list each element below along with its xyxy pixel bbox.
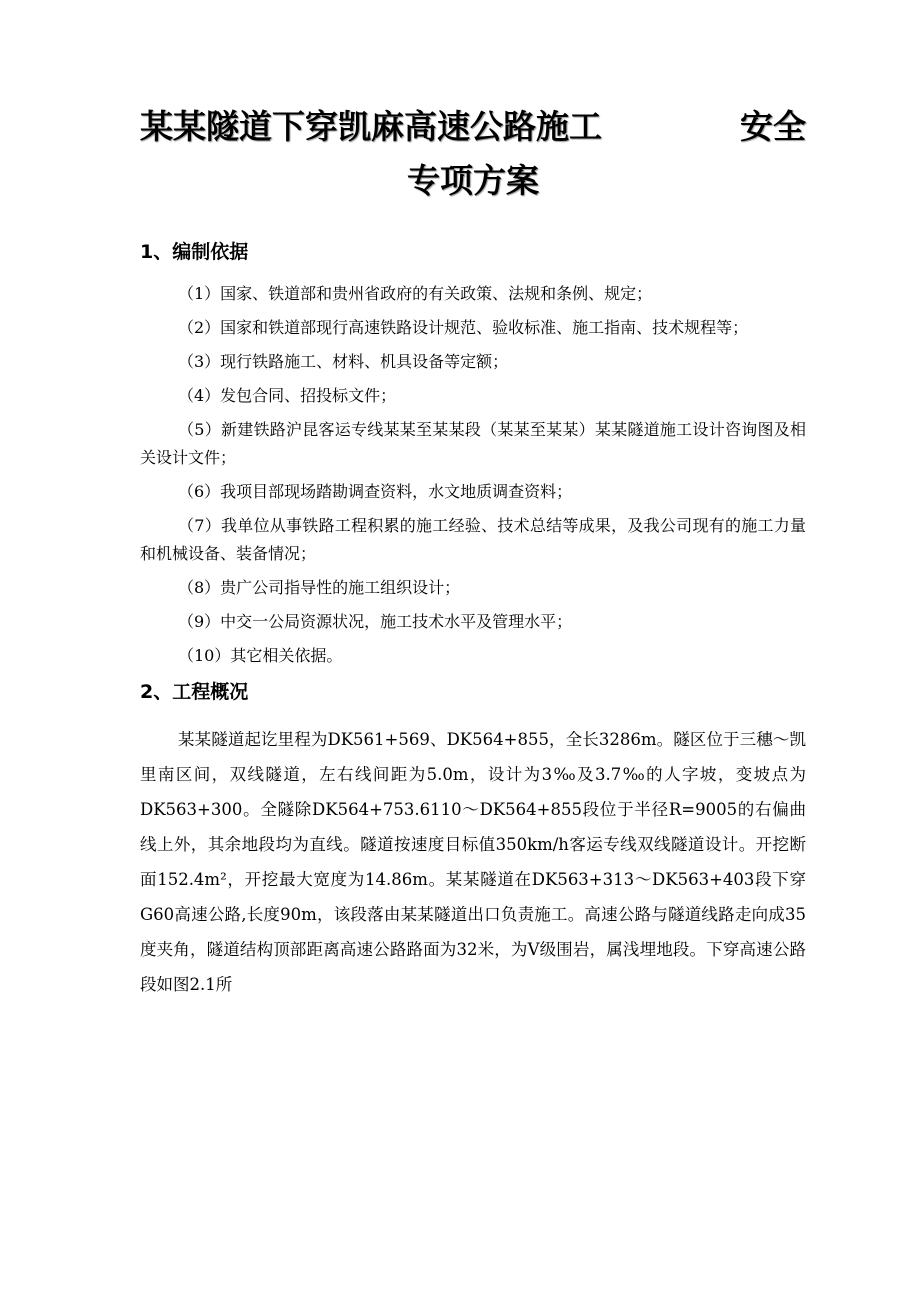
basis-item: （6）我项目部现场踏勘调查资料，水文地质调查资料； — [178, 482, 573, 501]
basis-item: （10）其它相关依据。 — [178, 646, 343, 665]
basis-list — [140, 280, 806, 670]
document-page — [140, 100, 806, 1002]
project-overview-paragraph: 某某隧道起讫里程为DK561+569、DK564+855，全长3286m。隧区位于三穗～凯里南区间，双线隧道，左右线间距为5.0m，设计为3‰及3.7‰的人字坡，变坡点为DK563+300。全隧除DK564+753.6110～DK564+855段位于半径R=9005的右偏曲线上外，其余地段均为直线。隧道按速度目标值350km/h客运专线双线隧道设计。开挖断面152.4m²，开挖最大宽度为14.86m。某某隧道在DK563+313～DK563+403段下穿G60高速公路,长度90m，该段落由某某隧道出口负责施工。高速公路与隧道线路走向成35度夹角，隧道结构顶部距离高速公路路面为32米，为Ⅴ级围岩，属浅埋地段。下穿高速公路段如图2.1所 — [140, 730, 806, 994]
basis-item: （9）中交一公局资源状况，施工技术水平及管理水平； — [178, 612, 573, 631]
title-main-text: 某某隧道下穿凯麻高速公路施工 — [140, 107, 602, 146]
basis-item: （2）国家和铁道部现行高速铁路设计规范、验收标准、施工指南、技术规程等； — [178, 318, 749, 337]
basis-item: （1）国家、铁道部和贵州省政府的有关政策、法规和条例、规定； — [178, 284, 653, 303]
basis-item: （5）新建铁路沪昆客运专线某某至某某段（某某至某某）某某隧道施工设计咨询图及相关设计文件； — [140, 420, 806, 467]
basis-item: （4）发包合同、招投标文件； — [178, 386, 397, 405]
title-line-2: 专项方案 — [407, 161, 539, 200]
title-line-1 — [140, 100, 806, 154]
title-suffix-text: 安全 — [740, 107, 806, 146]
basis-item: （8）贵广公司指导性的施工组织设计； — [178, 578, 461, 597]
basis-item: （3）现行铁路施工、材料、机具设备等定额； — [178, 352, 509, 371]
basis-item: （7）我单位从事铁路工程积累的施工经验、技术总结等成果，及我公司现有的施工力量和机械设备、装备情况； — [140, 516, 806, 563]
section-2-heading: 2、工程概况 — [140, 681, 249, 703]
section-1-heading: 1、编制依据 — [140, 241, 249, 263]
document-title — [140, 100, 806, 208]
